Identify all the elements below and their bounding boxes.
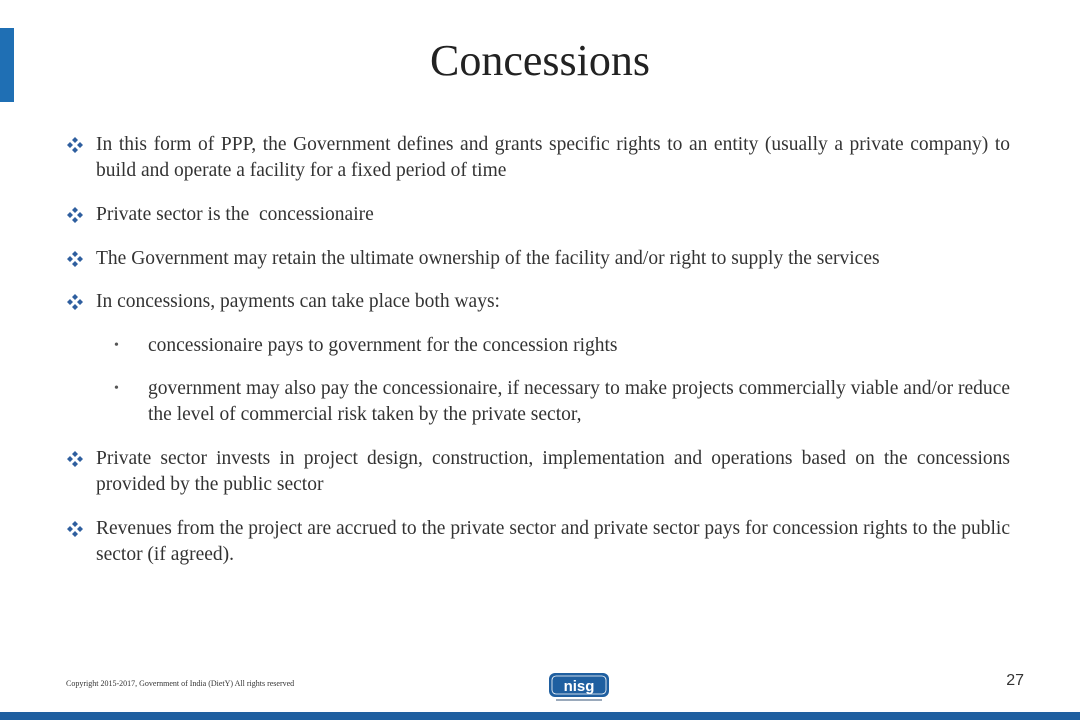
sub-bullet-text: concessionaire pays to government for the concession rights <box>148 335 618 356</box>
diamond-four-icon <box>66 136 84 154</box>
diamond-four-icon <box>66 520 84 538</box>
bullet-text: Revenues from the project are accrued to the private sector and private sector pays for concession rights to the public sector (if agreed). <box>96 518 1010 565</box>
logo-text: nisg <box>563 678 595 695</box>
bullet-item <box>66 202 1010 228</box>
sub-bullet-item <box>114 333 1010 359</box>
diamond-four-icon <box>66 293 84 311</box>
nisg-logo <box>548 672 610 702</box>
page-number: 27 <box>1006 672 1024 689</box>
sub-bullet-dot: • <box>114 381 119 396</box>
diamond-four-icon <box>66 206 84 224</box>
bullet-text: Private sector is the concessionaire <box>96 204 374 225</box>
bullet-item <box>66 246 1010 272</box>
page-title: Concessions <box>430 36 650 85</box>
bullet-item <box>66 516 1010 568</box>
bullet-item <box>66 289 1010 315</box>
sub-bullet-dot: • <box>114 338 119 353</box>
sub-bullet-item <box>114 376 1010 428</box>
bullet-text: Private sector invests in project design, construction, implementation and operations based on the concessions provided by the public sector <box>96 448 1010 495</box>
sub-bullet-text: government may also pay the concessionaire, if necessary to make projects commercially viable and/or reduce the level of commercial risk taken by the private sector, <box>148 378 1010 425</box>
diamond-four-icon <box>66 450 84 468</box>
footer-bottom-bar <box>0 712 1080 720</box>
bullet-text: In this form of PPP, the Government defines and grants specific rights to an entity (usually a private company) to build and operate a facility for a fixed period of time <box>96 134 1010 181</box>
bullet-item <box>66 132 1010 184</box>
bullet-text: In concessions, payments can take place both ways: <box>96 291 500 312</box>
footer-copyright: Copyright 2015-2017, Government of India (DietY) All rights reserved <box>66 679 295 688</box>
bullet-item <box>66 446 1010 498</box>
diamond-four-icon <box>66 250 84 268</box>
bullet-text: The Government may retain the ultimate ownership of the facility and/or right to supply the services <box>96 248 880 269</box>
